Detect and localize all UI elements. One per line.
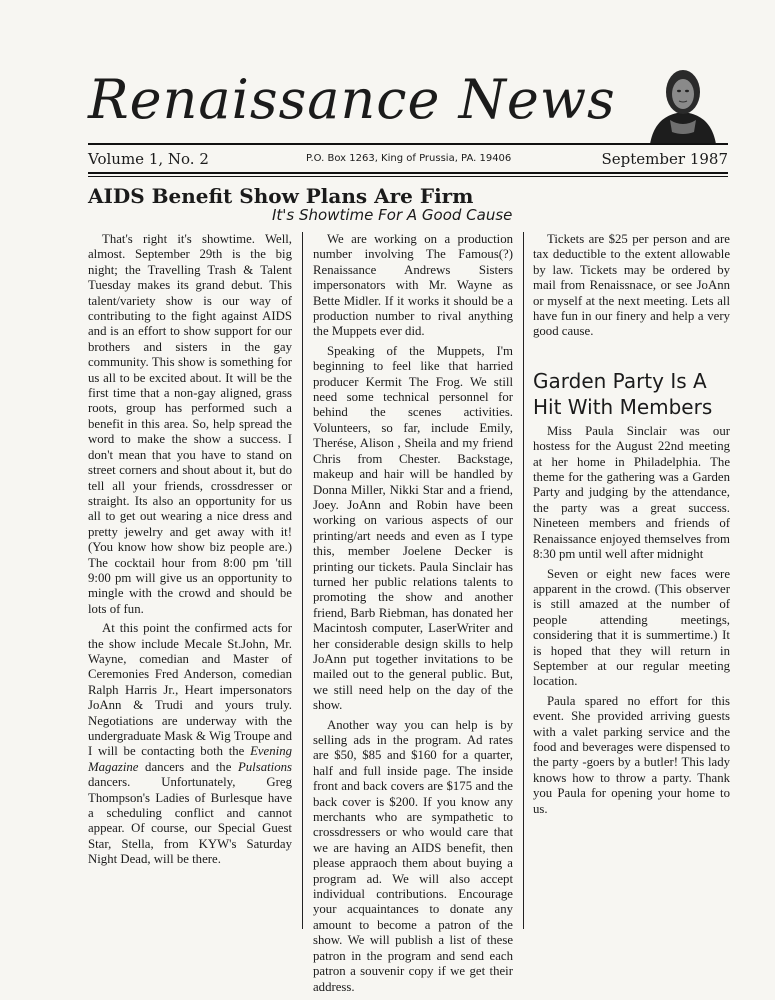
column-divider <box>302 232 303 929</box>
article-paragraph: Seven or eight new faces were apparent in the crowd. (This observer is still amazed at the number of people attending meetings, considering that it is summertime.) It is hoped that they will return in September at our regular meeting location. <box>533 566 730 689</box>
volume-label: Volume 1, No. 2 <box>88 150 209 168</box>
column-2 <box>313 232 513 999</box>
article-paragraph: Tickets are $25 per person and are tax deductible to the extent allowable by law. Tickets may be ordered by mail from Renaissnace, or see JoAnn or myself at the next meeting. Lets all have fun in our finery and help a very good cause. <box>533 232 730 339</box>
masthead-rule-bottom <box>88 172 728 174</box>
address-label: P.O. Box 1263, King of Prussia, PA. 19406 <box>306 153 512 164</box>
section-headline: Garden Party Is A Hit With Members <box>533 368 713 419</box>
article-paragraph <box>88 621 292 868</box>
column-divider <box>523 232 524 929</box>
column-1 <box>88 232 292 872</box>
italic-title: Pulsations <box>237 759 292 774</box>
masthead-rule-bottom-thin <box>88 176 728 177</box>
lead-subhead: It's Showtime For A Good Cause <box>272 206 513 224</box>
column-3 <box>533 232 730 821</box>
masthead-rule-top <box>88 143 728 145</box>
issue-date: September 1987 <box>601 150 728 168</box>
article-paragraph: Miss Paula Sinclair was our hostess for the August 22nd meeting at her home in Philadelphia. The theme for the gathering was a Garden Party and judging by the attendance, the party was a great success. Nineteen members and friends of Renaissance enjoyed themselves from 8:30 pm until well after midnight <box>533 423 730 562</box>
masthead-title: Renaissance News <box>88 68 616 131</box>
article-paragraph: Speaking of the Muppets, I'm beginning to feel like that harried producer Kermit The Frog. We still need some technical personnel for behind the scenes activities. Volunteers, so far, include Emily, Therése, Alison , Sheila and my friend Chris from Chester. Backstage, makeup and hair will be handled by Donna Miller, Nikki Star and a friend, Joey. JoAnn and Robin have been working on various aspects of our printing/art needs and even as I type this, member Joelene Decker is printing our tickets. Paula Sinclair has turned her public relations talents to promoting the show and another friend, Barb Riebman, has donated her Macintosh computer, LaserWriter and her considerable design skills to help JoAnn put together invitations to be mailed out to the general public. But, we still need help on the day of the show. <box>313 343 513 713</box>
article-paragraph: Another way you can help is by selling ads in the program. Ad rates are $50, $85 and $160 for a quarter, half and full inside page. The inside front and back covers are $175 and the back cover is $200. If you know any merchants who are sympathetic to crossdressers or who would care that we are having an AIDS benefit, then please appraoch them about buying a program ad. We will also accept individual contributions. Encourage your acquaintances to donate any amount to become a patron of the show. We will publish a list of these patron in the program and send each patron a souvenir copy if we get their address. <box>313 717 513 994</box>
paragraph-text: At this point the confirmed acts for the show include Mecale St.John, Mr. Wayne, comedian and Master of Ceremonies Fred Anderson, comedian Ralph Harris Jr., Heart impersonators JoAnn & Trudi and yours truly. Negotiations are underway with the undergraduate Mask & Wig Troupe and I will be contacting both the <box>88 621 292 759</box>
lead-headline: AIDS Benefit Show Plans Are Firm <box>88 184 474 208</box>
paragraph-text: dancers and the <box>138 759 238 774</box>
article-paragraph: Paula spared no effort for this event. She provided arriving guests with a valet parking service and the food and beverages were dispensed to the party -goers by a butler! This lady knows how to throw a party. Thank you Paula for opening your home to us. <box>533 693 730 816</box>
article-paragraph: That's right it's showtime. Well, almost. September 29th is the big night; the Travelling Trash & Talent Tuesday makes its grand debut. This talent/variety show is our way of contributing to the fight against AIDS and is an effort to show support for our brothers and sisters in the gay community. This show is something for us all to be excited about. It will be the first time that a non-gay aligned, grass roots, group has performed such a benefit in this area. So, help spread the word to make the show a success. I don't mean that you have to stand on street corners and shout about it, but do tell all your friends, crossdresser or straight. Its also an opportunity for us all to get out wearing a nice dress and pretty jewelry and get away with it! (You know how show biz people are.) The cocktail hour from 8:00 pm 'till 9:00 pm will give us an opportunity to mingle with the crowd and should be lots of fun. <box>88 232 292 616</box>
article-paragraph: We are working on a production number involving The Famous(?) Renaissance Andrews Sisters impersonators with Mr. Wayne as Bette Midler. If it works it should be a production number to rival anything the Muppets ever did. <box>313 232 513 339</box>
mona-lisa-portrait-icon <box>640 62 726 144</box>
paragraph-text: dancers. Unfortunately, Greg Thompson's Ladies of Burlesque have a scheduling conflict and cannot appear. Of course, our Special Guest Star, Stella, from KYW's Saturday Night Dead, will be there. <box>88 775 292 867</box>
italic-title: Evening Magazine <box>88 744 292 774</box>
